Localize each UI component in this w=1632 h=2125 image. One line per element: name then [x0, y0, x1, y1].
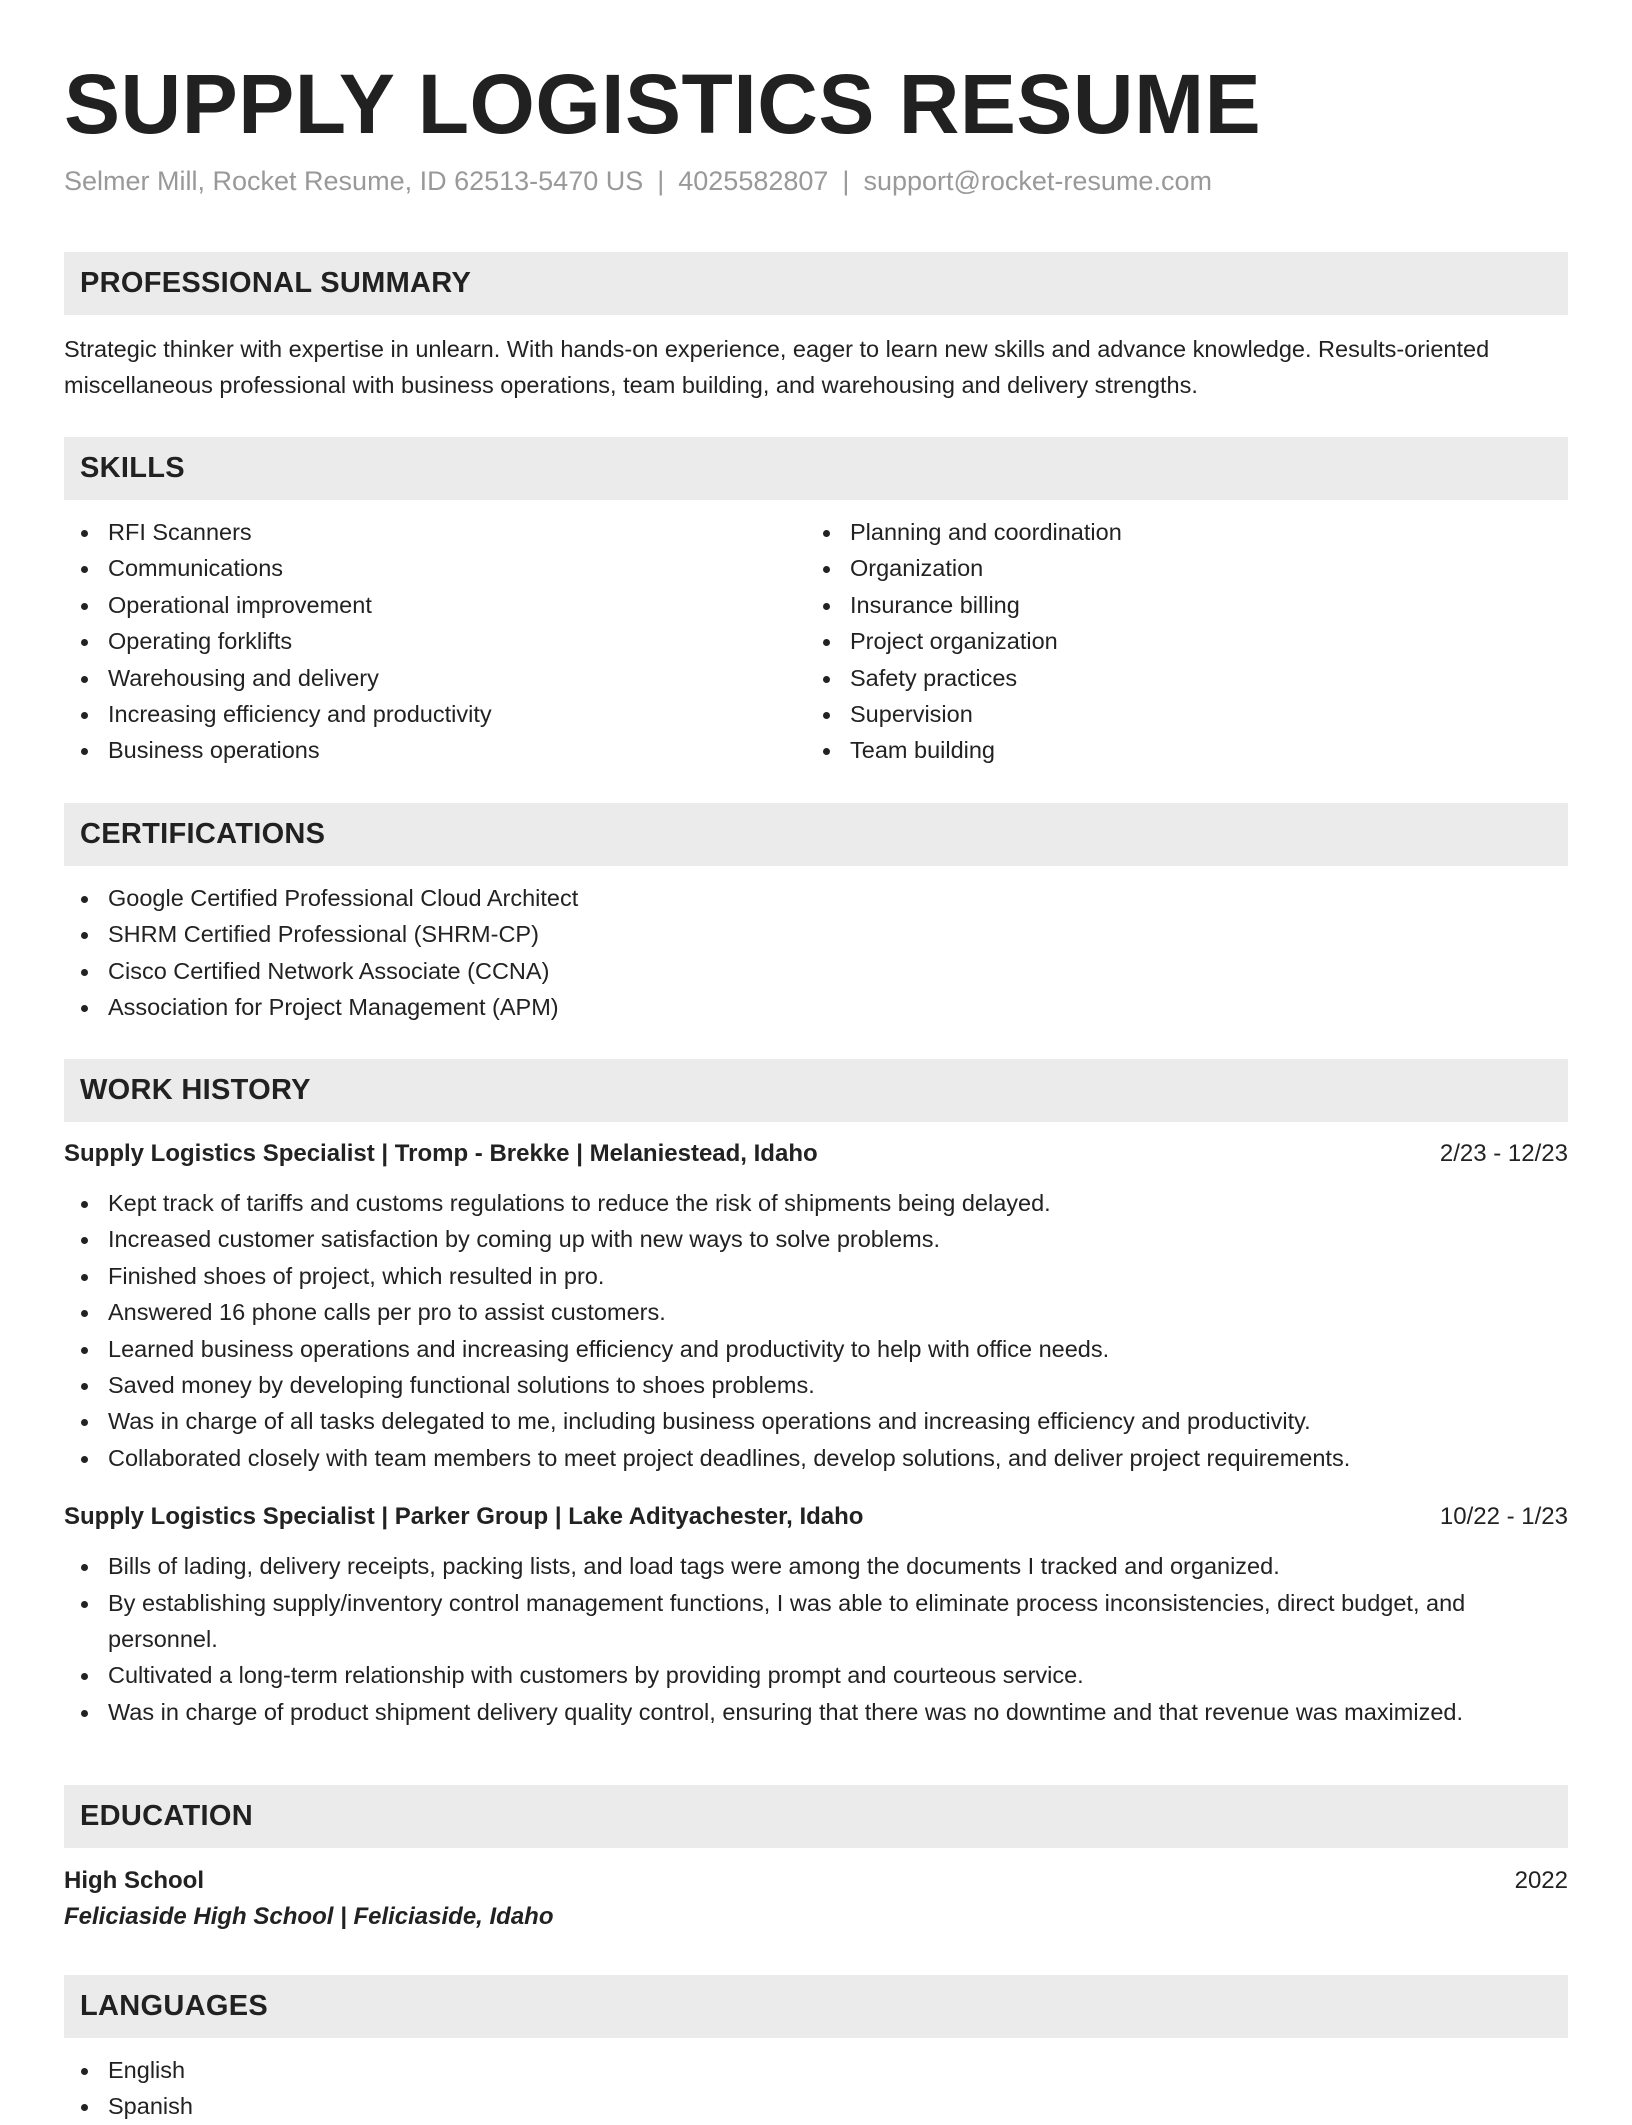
list-item: Project organization [806, 623, 1548, 659]
list-item: SHRM Certified Professional (SHRM-CP) [64, 916, 1568, 952]
list-item: English [64, 2052, 1568, 2088]
summary-section [64, 252, 1568, 403]
contact-email: support@rocket-resume.com [863, 166, 1212, 196]
list-item: Increasing efficiency and productivity [64, 696, 806, 732]
job-entry [64, 1137, 1568, 1476]
education-school: Feliciaside High School | Feliciaside, Idaho [64, 1903, 554, 1930]
list-item: Was in charge of all tasks delegated to me, including business operations and increasing efficiency and productivity. [64, 1403, 1568, 1439]
list-item: Business operations [64, 732, 806, 768]
list-item: Increased customer satisfaction by coming up with new ways to solve problems. [64, 1221, 1568, 1257]
list-item: Finished shoes of project, which resulted in pro. [64, 1258, 1568, 1294]
skills-list-right [806, 514, 1548, 769]
list-item: Team building [806, 732, 1548, 768]
list-item: Supervision [806, 696, 1548, 732]
languages-heading: LANGUAGES [64, 1975, 1568, 2038]
list-item: Answered 16 phone calls per pro to assist customers. [64, 1294, 1568, 1330]
education-section [64, 1785, 1568, 1936]
contact-separator: | [657, 166, 665, 196]
summary-text: Strategic thinker with expertise in unlearn. With hands-on experience, eager to learn new skills and advance knowledge. Results-oriented miscellaneous professional with business operations, team building, and warehousing and delivery strengths. [64, 336, 1490, 398]
job-bullets [64, 1548, 1568, 1730]
list-item: Association for Project Management (APM) [64, 989, 1568, 1025]
job-dates: 2/23 - 12/23 [1439, 1140, 1568, 1167]
list-item: RFI Scanners [64, 514, 806, 550]
job-title: Supply Logistics Specialist | Parker Group | Lake Adityachester, Idaho [64, 1503, 864, 1531]
skills-heading: SKILLS [64, 437, 1568, 500]
contact-phone: 4025582807 [678, 166, 829, 196]
education-degree: High School [64, 1867, 204, 1894]
list-item: By establishing supply/inventory control management functions, I was able to eliminate process inconsistencies, direct budget, and personnel. [64, 1585, 1568, 1658]
list-item: Warehousing and delivery [64, 660, 806, 696]
list-item: Spanish [64, 2088, 1568, 2124]
contact-separator: | [842, 166, 850, 196]
list-item: Planning and coordination [806, 514, 1548, 550]
list-item: Learned business operations and increasing efficiency and productivity to help with office needs. [64, 1331, 1568, 1367]
summary-heading: PROFESSIONAL SUMMARY [64, 252, 1568, 315]
skills-section [64, 437, 1568, 769]
list-item: Insurance billing [806, 587, 1548, 623]
job-entry [64, 1500, 1568, 1730]
list-item: Safety practices [806, 660, 1548, 696]
list-item: Operational improvement [64, 587, 806, 623]
resume-title: SUPPLY LOGISTICS RESUME [64, 57, 1262, 151]
list-item: Communications [64, 550, 806, 586]
list-item: Operating forklifts [64, 623, 806, 659]
list-item: Bills of lading, delivery receipts, packing lists, and load tags were among the documents I tracked and organized. [64, 1548, 1568, 1584]
skills-list-left [64, 514, 806, 769]
list-item: Organization [806, 550, 1548, 586]
education-heading: EDUCATION [64, 1785, 1568, 1848]
work-history-heading: WORK HISTORY [64, 1059, 1568, 1122]
languages-section [64, 1975, 1568, 2125]
education-year: 2022 [1514, 1867, 1568, 1894]
work-history-section [64, 1059, 1568, 1730]
job-title: Supply Logistics Specialist | Tromp - Brekke | Melaniestead, Idaho [64, 1140, 818, 1167]
list-item: Collaborated closely with team members to meet project deadlines, develop solutions, and deliver project requirements. [64, 1440, 1568, 1476]
list-item: Cultivated a long-term relationship with customers by providing prompt and courteous service. [64, 1657, 1568, 1693]
certifications-heading: CERTIFICATIONS [64, 803, 1568, 866]
contact-address: Selmer Mill, Rocket Resume, ID 62513-5470 US [64, 166, 644, 196]
list-item: Cisco Certified Network Associate (CCNA) [64, 953, 1568, 989]
certifications-section [64, 803, 1568, 1026]
list-item: Kept track of tariffs and customs regulations to reduce the risk of shipments being delayed. [64, 1185, 1568, 1221]
list-item: Google Certified Professional Cloud Architect [64, 880, 1568, 916]
job-dates: 10/22 - 1/23 [1439, 1503, 1568, 1531]
job-bullets [64, 1185, 1568, 1476]
contact-line [64, 166, 1212, 197]
languages-list [64, 2052, 1568, 2125]
certifications-list [64, 880, 1568, 1026]
list-item: Was in charge of product shipment delivery quality control, ensuring that there was no downtime and that revenue was maximized. [64, 1694, 1568, 1730]
list-item: Saved money by developing functional solutions to shoes problems. [64, 1367, 1568, 1403]
